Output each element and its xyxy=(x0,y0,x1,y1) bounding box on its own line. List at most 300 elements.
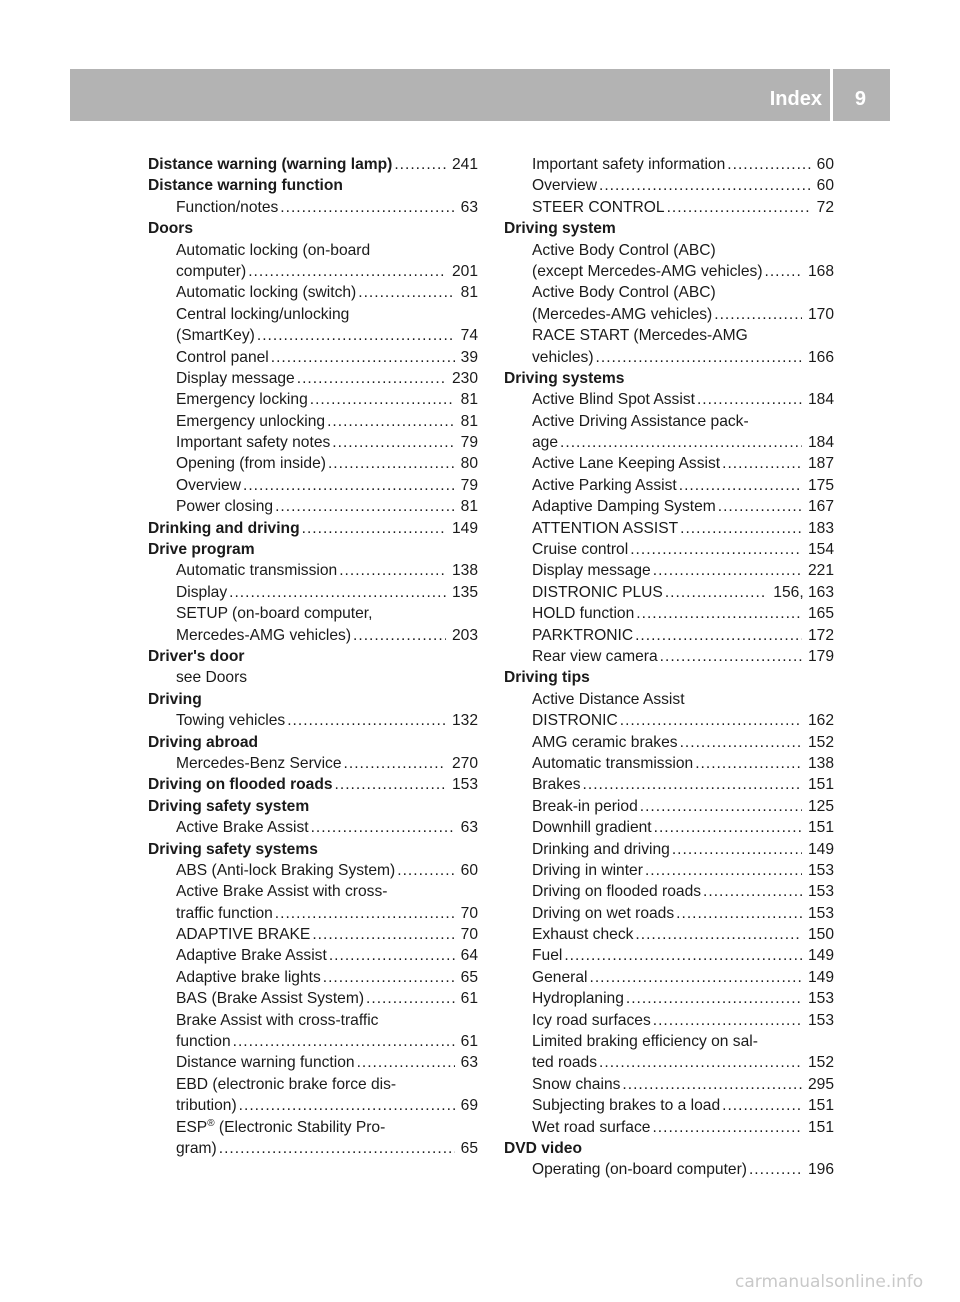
dot-leader xyxy=(680,518,802,539)
page-reference[interactable]: 138 xyxy=(807,754,834,772)
entry-text: Adaptive Brake Assist xyxy=(176,947,327,965)
dot-leader xyxy=(312,924,454,945)
index-subentry xyxy=(504,304,834,325)
index-subentry xyxy=(504,560,834,581)
page-reference[interactable]: 149 xyxy=(807,840,834,858)
page-reference[interactable]: 63 xyxy=(460,1054,478,1072)
index-subentry-text: Active Driving Assistance pack- xyxy=(532,412,749,430)
entry-text: Cruise control xyxy=(532,541,629,559)
entry-text: (Electronic Stability Pro- xyxy=(214,1118,386,1136)
dot-leader xyxy=(640,796,802,817)
index-subentry-text xyxy=(148,1117,478,1138)
dot-leader xyxy=(323,967,455,988)
page-reference[interactable]: 74 xyxy=(460,327,478,345)
dot-leader xyxy=(358,282,454,303)
page-number: 9 xyxy=(854,88,866,110)
index-subentry xyxy=(504,753,834,774)
page-reference[interactable]: 166 xyxy=(807,348,834,366)
entry-text: Break-in period xyxy=(532,797,638,815)
header-title: Index xyxy=(769,88,822,110)
entry-text: Display xyxy=(176,583,228,601)
index-subentry xyxy=(504,1052,834,1073)
page-reference[interactable]: 138 xyxy=(451,562,478,580)
index-subentry xyxy=(504,432,834,453)
dot-leader xyxy=(672,839,802,860)
dot-leader xyxy=(310,389,455,410)
index-subentry xyxy=(504,347,834,368)
entry-text: (SmartKey) xyxy=(176,327,255,345)
index-subentry xyxy=(504,261,834,282)
index-subentry xyxy=(148,261,478,282)
entry-text: Overview xyxy=(176,476,241,494)
dot-leader xyxy=(332,432,454,453)
index-subentry xyxy=(148,860,478,881)
page-reference[interactable]: 60 xyxy=(816,177,834,195)
page-reference[interactable]: 153 xyxy=(807,883,834,901)
entry-text: HOLD function xyxy=(532,605,635,623)
entry-text: computer) xyxy=(176,262,247,280)
dot-leader xyxy=(596,347,802,368)
dot-leader xyxy=(620,710,802,731)
entry-text: Display message xyxy=(176,369,295,387)
dot-leader xyxy=(327,411,455,432)
entry-text: Automatic transmission xyxy=(532,754,694,772)
entry-text: Mercedes-Benz Service xyxy=(176,754,342,772)
page-reference[interactable]: 65 xyxy=(460,968,478,986)
page-reference[interactable]: 60 xyxy=(816,156,834,173)
dot-leader xyxy=(297,368,446,389)
index-subentry xyxy=(504,1010,834,1031)
index-subentry xyxy=(504,582,834,603)
entry-text: ESP xyxy=(176,1118,208,1136)
index-subentry xyxy=(504,453,834,474)
entry-text: BAS (Brake Assist System) xyxy=(176,990,365,1008)
index-subentry xyxy=(148,1138,478,1159)
page-reference[interactable]: 165 xyxy=(807,605,834,623)
dot-leader xyxy=(229,582,446,603)
entry-text: Emergency locking xyxy=(176,391,308,409)
entry-text: Drinking and driving xyxy=(532,840,670,858)
page-reference[interactable]: 170 xyxy=(807,305,834,323)
page-reference[interactable]: 153 xyxy=(807,861,834,879)
entry-text: Icy road surfaces xyxy=(532,1011,651,1029)
index-subentry xyxy=(504,796,834,817)
index-subentry xyxy=(148,625,478,646)
entry-text: Display message xyxy=(532,562,651,580)
index-subentry xyxy=(504,817,834,838)
index-subentry xyxy=(504,475,834,496)
page-reference[interactable]: 153 xyxy=(807,990,834,1008)
index-subentry xyxy=(148,325,478,346)
entry-text: tribution) xyxy=(176,1097,237,1115)
entry-text: ABS (Anti-lock Braking System) xyxy=(176,861,396,879)
entry-text: (Mercedes-AMG vehicles) xyxy=(532,305,713,323)
index-subentry xyxy=(148,1052,478,1073)
entry-text: Important safety notes xyxy=(176,434,331,452)
page-reference[interactable]: 156, 163 xyxy=(773,583,834,601)
index-subentry xyxy=(148,453,478,474)
entry-text: Active Parking Assist xyxy=(532,476,677,494)
page-reference[interactable]: 135 xyxy=(451,583,478,601)
dot-leader xyxy=(302,518,446,539)
entry-text: PARKTRONIC xyxy=(532,626,634,644)
entry-text: Driving on flooded roads xyxy=(148,776,333,794)
page-reference[interactable]: 69 xyxy=(460,1097,478,1115)
dot-leader xyxy=(718,496,802,517)
dot-leader xyxy=(703,881,802,902)
page-reference[interactable]: 79 xyxy=(460,434,478,452)
index-subentry xyxy=(148,582,478,603)
index-heading: Driving safety system xyxy=(148,797,310,815)
page-reference[interactable]: 63 xyxy=(460,198,478,216)
dot-leader xyxy=(328,453,455,474)
page-reference[interactable]: 63 xyxy=(460,819,478,837)
index-column-right xyxy=(504,154,834,1181)
index-subentry xyxy=(504,646,834,667)
dot-leader xyxy=(344,753,446,774)
entry-text: DISTRONIC PLUS xyxy=(532,583,663,601)
dot-leader xyxy=(653,1010,802,1031)
dot-leader xyxy=(366,988,455,1009)
index-subentry xyxy=(504,1117,834,1138)
index-subentry-text: RACE START (Mercedes-AMG xyxy=(532,327,748,345)
dot-leader xyxy=(271,347,455,368)
index-subentry xyxy=(504,154,834,175)
dot-leader xyxy=(589,967,801,988)
page-reference[interactable]: 70 xyxy=(460,904,478,922)
entry-text: function xyxy=(176,1033,231,1051)
watermark: carmanualsonline.info xyxy=(735,1272,924,1292)
entry-text: Emergency unlocking xyxy=(176,412,326,430)
index-heading: Driving abroad xyxy=(148,733,259,751)
index-subentry xyxy=(504,774,834,795)
index-subentry xyxy=(504,1095,834,1116)
dot-leader xyxy=(722,1095,802,1116)
page-reference[interactable]: 183 xyxy=(807,519,834,537)
entry-text: Important safety information xyxy=(532,156,726,173)
page-reference[interactable]: 149 xyxy=(807,968,834,986)
entry-text: Driving on wet roads xyxy=(532,904,675,922)
page-reference[interactable]: 64 xyxy=(460,947,478,965)
dot-leader xyxy=(599,175,811,196)
page-reference[interactable]: 230 xyxy=(451,369,478,387)
entry-text: Power closing xyxy=(176,498,274,516)
entry-text: vehicles) xyxy=(532,348,594,366)
index-subentry xyxy=(148,753,478,774)
page-reference[interactable]: 70 xyxy=(460,926,478,944)
page-reference[interactable]: 81 xyxy=(460,284,478,302)
dot-leader xyxy=(275,903,455,924)
page-reference[interactable]: 187 xyxy=(807,455,834,473)
page-reference[interactable]: 295 xyxy=(807,1075,834,1093)
dot-leader xyxy=(680,732,802,753)
index-subentry-text: SETUP (on-board computer, xyxy=(176,605,373,623)
index-subentry xyxy=(148,411,478,432)
index-entry xyxy=(148,518,478,539)
entry-text: Driving on flooded roads xyxy=(532,883,702,901)
index-heading: Driving systems xyxy=(504,369,625,387)
page-reference[interactable]: 152 xyxy=(807,1054,834,1072)
index-subentry xyxy=(148,967,478,988)
entry-text: Drinking and driving xyxy=(148,519,300,537)
page-reference[interactable]: 81 xyxy=(460,391,478,409)
index-subentry xyxy=(504,496,834,517)
dot-leader xyxy=(635,625,802,646)
dot-leader xyxy=(353,625,446,646)
entry-text: Exhaust check xyxy=(532,926,634,944)
index-subentry xyxy=(148,988,478,1009)
index-subentry-text: Active Body Control (ABC) xyxy=(532,241,716,259)
index-subentry xyxy=(148,282,478,303)
dot-leader xyxy=(357,1052,455,1073)
dot-leader xyxy=(695,753,802,774)
index-subentry xyxy=(504,988,834,1009)
index-subentry xyxy=(148,903,478,924)
entry-text: Towing vehicles xyxy=(176,712,286,730)
index-heading: Distance warning function xyxy=(148,177,343,195)
index-subentry xyxy=(148,560,478,581)
entry-text: ATTENTION ASSIST xyxy=(532,519,679,537)
entry-text: General xyxy=(532,968,588,986)
index-subentry-text: Active Distance Assist xyxy=(532,690,685,708)
dot-leader xyxy=(645,860,802,881)
index-entry xyxy=(148,154,478,175)
page-reference[interactable]: 153 xyxy=(451,776,478,794)
entry-text: Control panel xyxy=(176,348,269,366)
dot-leader xyxy=(653,560,802,581)
entry-text: Automatic transmission xyxy=(176,562,338,580)
entry-text: Fuel xyxy=(532,947,563,965)
dot-leader xyxy=(239,1095,455,1116)
dot-leader xyxy=(599,1052,802,1073)
dot-leader xyxy=(248,261,446,282)
index-subentry-text: Limited braking efficiency on sal- xyxy=(532,1033,758,1051)
entry-text: Active Brake Assist xyxy=(176,819,309,837)
index-subentry xyxy=(148,389,478,410)
entry-text: Distance warning (warning lamp) xyxy=(148,156,393,173)
dot-leader xyxy=(329,945,455,966)
page-reference[interactable]: 65 xyxy=(460,1139,478,1157)
page-reference[interactable]: 154 xyxy=(807,541,834,559)
entry-text: Active Lane Keeping Assist xyxy=(532,455,721,473)
index-subentry xyxy=(504,175,834,196)
page-reference[interactable]: 172 xyxy=(807,626,834,644)
index-subentry xyxy=(504,710,834,731)
index-subentry xyxy=(148,1031,478,1052)
dot-leader xyxy=(749,1159,802,1180)
index-subentry xyxy=(504,903,834,924)
page-reference[interactable]: 167 xyxy=(807,498,834,516)
entry-text: DISTRONIC xyxy=(532,712,618,730)
index-subentry xyxy=(148,924,478,945)
page-reference[interactable]: 81 xyxy=(460,498,478,516)
header-separator xyxy=(830,69,833,121)
dot-leader xyxy=(275,496,455,517)
dot-leader xyxy=(233,1031,455,1052)
entry-text: Mercedes-AMG vehicles) xyxy=(176,626,352,644)
page-reference[interactable]: 184 xyxy=(807,391,834,409)
entry-text: gram) xyxy=(176,1139,217,1157)
dot-leader xyxy=(665,582,767,603)
index-subentry-text: Brake Assist with cross-traffic xyxy=(176,1011,379,1029)
index-subentry xyxy=(504,860,834,881)
index-subentry-text: Automatic locking (on-board xyxy=(176,241,371,259)
page-reference[interactable]: 153 xyxy=(807,1011,834,1029)
index-subentry xyxy=(504,1074,834,1095)
dot-leader xyxy=(394,154,446,175)
page-header-bar xyxy=(70,69,890,121)
dot-leader xyxy=(676,903,802,924)
entry-text: ted roads xyxy=(532,1054,598,1072)
entry-text: Opening (from inside) xyxy=(176,455,326,473)
dot-leader xyxy=(630,539,802,560)
dot-leader xyxy=(765,261,802,282)
entry-text: Downhill gradient xyxy=(532,819,652,837)
dot-leader xyxy=(654,817,802,838)
dot-leader xyxy=(622,1074,802,1095)
page-reference[interactable]: 168 xyxy=(807,262,834,280)
dot-leader xyxy=(714,304,802,325)
entry-text: Hydroplaning xyxy=(532,990,624,1008)
index-heading: Driving xyxy=(148,690,202,708)
page-reference[interactable]: 221 xyxy=(807,562,834,580)
page-reference[interactable]: 151 xyxy=(807,776,834,794)
index-subentry xyxy=(148,368,478,389)
entry-text: AMG ceramic brakes xyxy=(532,733,678,751)
entry-text: Snow chains xyxy=(532,1075,621,1093)
page-reference[interactable]: 150 xyxy=(807,926,834,944)
index-heading: Driving system xyxy=(504,220,616,238)
dot-leader xyxy=(335,774,446,795)
page-reference[interactable]: 149 xyxy=(807,947,834,965)
page-reference[interactable]: 153 xyxy=(807,904,834,922)
index-subentry xyxy=(504,389,834,410)
index-subentry-text: Active Body Control (ABC) xyxy=(532,284,716,302)
page-reference[interactable]: 175 xyxy=(807,476,834,494)
page-reference[interactable]: 151 xyxy=(807,819,834,837)
page-reference[interactable]: 72 xyxy=(816,198,834,216)
index-subentry-text: Central locking/unlocking xyxy=(176,305,350,323)
index-subentry xyxy=(504,967,834,988)
index-heading: Doors xyxy=(148,220,194,238)
dot-leader xyxy=(652,1117,802,1138)
page-reference[interactable]: 151 xyxy=(807,1118,834,1136)
index-subentry xyxy=(148,945,478,966)
index-subentry xyxy=(504,539,834,560)
index-subentry-text: EBD (electronic brake force dis- xyxy=(176,1075,397,1093)
index-subentry xyxy=(148,475,478,496)
page-reference[interactable]: 79 xyxy=(460,476,478,494)
entry-text: Overview xyxy=(532,177,597,195)
page-reference[interactable]: 152 xyxy=(807,733,834,751)
page-reference[interactable]: 149 xyxy=(451,519,478,537)
index-subentry xyxy=(504,603,834,624)
dot-leader xyxy=(287,710,446,731)
entry-text: Function/notes xyxy=(176,198,279,216)
dot-leader xyxy=(280,197,454,218)
page-reference[interactable]: 270 xyxy=(451,754,478,772)
entry-text: Rear view camera xyxy=(532,647,658,665)
page-reference[interactable]: 201 xyxy=(451,262,478,280)
index-subentry xyxy=(148,197,478,218)
dot-leader xyxy=(397,860,454,881)
page-reference[interactable]: 132 xyxy=(451,712,478,730)
index-subentry xyxy=(504,1159,834,1180)
dot-leader xyxy=(219,1138,455,1159)
entry-text: ADAPTIVE BRAKE xyxy=(176,926,311,944)
dot-leader xyxy=(727,154,810,175)
page-reference[interactable]: 162 xyxy=(807,712,834,730)
index-subentry xyxy=(504,945,834,966)
entry-text: (except Mercedes-AMG vehicles) xyxy=(532,262,763,280)
entry-text: STEER CONTROL xyxy=(532,198,665,216)
registered-mark: ® xyxy=(207,1117,215,1129)
index-heading: Drive program xyxy=(148,541,255,559)
entry-text: Distance warning function xyxy=(176,1054,355,1072)
index-subentry xyxy=(504,839,834,860)
index-subentry-text: Active Brake Assist with cross- xyxy=(176,883,388,901)
page-reference[interactable]: 203 xyxy=(451,626,478,644)
entry-text: age xyxy=(532,434,559,452)
dot-leader xyxy=(722,453,802,474)
index-heading: Driving tips xyxy=(504,669,590,687)
index-subentry xyxy=(148,710,478,731)
dot-leader xyxy=(636,603,802,624)
index-subentry-text: see Doors xyxy=(176,669,248,687)
entry-text: Automatic locking (switch) xyxy=(176,284,357,302)
index-subentry xyxy=(148,1095,478,1116)
index-heading: DVD video xyxy=(504,1139,582,1157)
index-subentry xyxy=(148,817,478,838)
page-reference[interactable]: 184 xyxy=(807,434,834,452)
index-subentry xyxy=(504,518,834,539)
index-heading: Driving safety systems xyxy=(148,840,318,858)
page-reference[interactable]: 179 xyxy=(807,647,834,665)
dot-leader xyxy=(583,774,802,795)
page-reference[interactable]: 61 xyxy=(460,1033,478,1051)
page-reference[interactable]: 39 xyxy=(460,348,478,366)
index-subentry xyxy=(504,732,834,753)
page-reference[interactable]: 60 xyxy=(460,861,478,879)
entry-text: Active Blind Spot Assist xyxy=(532,391,695,409)
index-subentry xyxy=(148,496,478,517)
entry-text: traffic function xyxy=(176,904,273,922)
entry-text: Operating (on-board computer) xyxy=(532,1161,747,1179)
index-subentry xyxy=(148,432,478,453)
dot-leader xyxy=(697,389,802,410)
dot-leader xyxy=(626,988,802,1009)
page-reference[interactable]: 125 xyxy=(807,797,834,815)
dot-leader xyxy=(257,325,455,346)
entry-text: Adaptive Damping System xyxy=(532,498,716,516)
page-reference[interactable]: 81 xyxy=(460,412,478,430)
page-reference[interactable]: 61 xyxy=(460,990,478,1008)
page-reference[interactable]: 196 xyxy=(807,1161,834,1179)
entry-text: Wet road surface xyxy=(532,1118,651,1136)
dot-leader xyxy=(339,560,446,581)
dot-leader xyxy=(679,475,802,496)
dot-leader xyxy=(311,817,455,838)
entry-text: Brakes xyxy=(532,776,581,794)
index-subentry xyxy=(504,881,834,902)
entry-text: Driving in winter xyxy=(532,861,643,879)
dot-leader xyxy=(564,945,802,966)
page-reference[interactable]: 151 xyxy=(807,1097,834,1115)
page-reference[interactable]: 80 xyxy=(460,455,478,473)
dot-leader xyxy=(667,197,811,218)
index-entry xyxy=(148,774,478,795)
page-reference[interactable]: 241 xyxy=(451,156,478,173)
